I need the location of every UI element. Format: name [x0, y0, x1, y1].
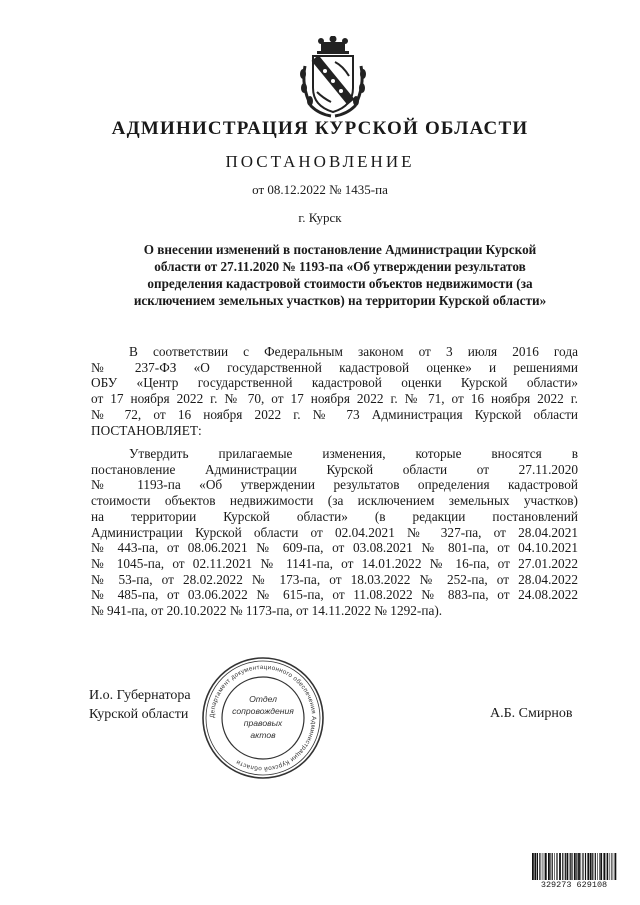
subject-line: исключением земельных участков) на территории Курской области» — [133, 293, 547, 308]
stamp-text-line: сопровождения — [232, 706, 294, 716]
subject-line: области от 27.11.2020 № 1193-па «Об утверждении результатов — [154, 259, 526, 274]
document-subject — [112, 241, 568, 309]
official-stamp — [201, 656, 325, 780]
subject-line: определения кадастровой стоимости объектов недвижимости (за — [147, 276, 533, 291]
signatory-position-line: Курской области — [89, 707, 189, 722]
organization-title: АДМИНИСТРАЦИЯ КУРСКОЙ ОБЛАСТИ — [111, 118, 529, 139]
decree-line: № 53-па, от 28.02.2022 № 173-па, от 18.03.2022 № 252-па, от 28.04.2022 — [91, 571, 578, 587]
decree-line: постановление Администрации Курской области от 27.11.2020 — [91, 461, 578, 477]
preamble-line: В соответствии с Федеральным законом от 3 июля 2016 года — [129, 344, 578, 359]
document-type: ПОСТАНОВЛЕНИЕ — [225, 152, 415, 171]
decree-paragraph — [91, 446, 578, 619]
decree-line: на территории Курской области» (в редакции постановлений — [91, 508, 578, 524]
decree-line: Утвердить прилагаемые изменения, которые вносятся в — [129, 446, 578, 461]
document-city: г. Курск — [298, 210, 342, 225]
preamble-line: ПОСТАНОВЛЯЕТ: — [91, 422, 202, 438]
decree-line: № 1045-па, от 02.11.2021 № 1141-па, от 14.01.2022 № 16-па, от 27.01.2022 — [91, 555, 578, 571]
subject-line: О внесении изменений в постановление Администрации Курской — [143, 242, 537, 257]
stamp-text-line: актов — [250, 730, 276, 740]
signatory-position-line: И.о. Губернатора — [89, 688, 191, 703]
decree-line: стоимости объектов недвижимости (за исключением земельных участков) — [91, 493, 578, 509]
decree-line: Администрации Курской области от 02.04.2021 № 327-па, от 28.04.2021 — [91, 524, 578, 540]
preamble-line: ОБУ «Центр государственной кадастровой оценки Курской области» — [91, 375, 578, 391]
preamble-line: от 17 ноября 2022 г. № 70, от 17 ноября 2022 г. № 71, от 16 ноября 2022 г. — [91, 391, 578, 407]
signatory-name: А.Б. Смирнов — [490, 706, 573, 721]
stamp-text-line: Отдел — [249, 694, 277, 704]
preamble-paragraph — [91, 344, 578, 438]
document-date-number: от 08.12.2022 № 1435-па — [252, 182, 388, 197]
decree-line: № 443-па, от 08.06.2021 № 609-па, от 03.08.2021 № 801-па, от 04.10.2021 — [91, 540, 578, 556]
decree-line: № 1193-па «Об утверждении результатов определения кадастровой — [91, 477, 578, 493]
signatory-position — [89, 686, 191, 724]
preamble-line: № 237-ФЗ «О государственной кадастровой оценке» и решениями — [91, 359, 578, 375]
stamp-ring-text: Департамент документационного обеспечения Администрации Курской области — [208, 663, 318, 773]
barcode-number: 329273 629108 — [531, 880, 617, 890]
decree-line: № 485-па, от 03.06.2022 № 615-па, от 11.08.2022 № 883-па, от 24.08.2022 — [91, 587, 578, 603]
preamble-line: № 72, от 16 ноября 2022 г. № 73 Администрация Курской области — [91, 406, 578, 422]
stamp-text-line: правовых — [243, 718, 283, 728]
coat-of-arms-emblem — [297, 36, 369, 118]
decree-line: № 941-па, от 20.10.2022 № 1173-па, от 14.11.2022 № 1292-па). — [91, 603, 443, 619]
